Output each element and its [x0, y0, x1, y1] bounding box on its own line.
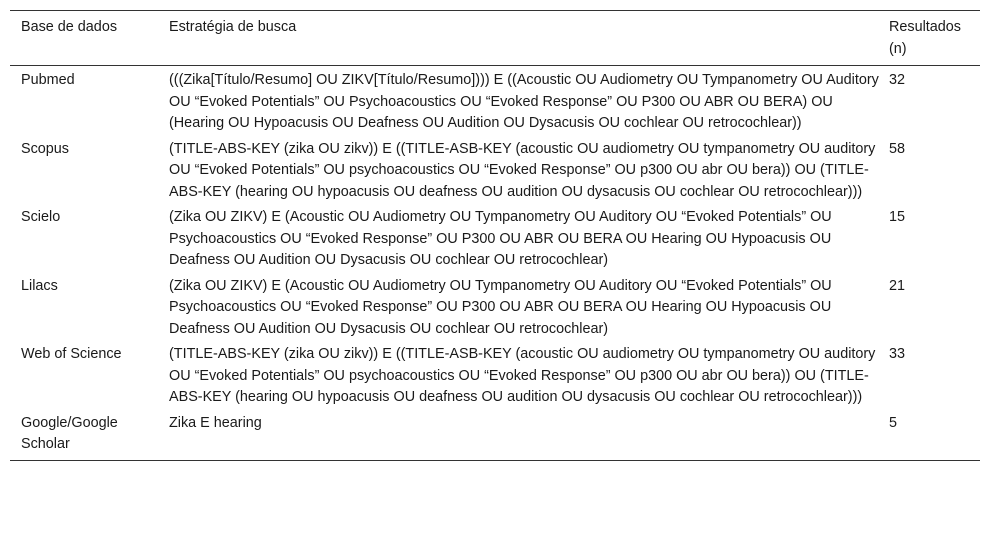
database-cell: Scopus: [21, 140, 69, 157]
table-row: [10, 272, 980, 341]
strategy-cell: (Zika OU ZIKV) E (Acoustic OU Audiometry OU Tympanometry OU Auditory OU “Evoked Potentials” OU Psychoacoustics OU “Evoked Response” OU P300 OU ABR OU BERA OU Hearing OU Hypoacusis OU Deafness OU Audition OU Dysacusis OU cochlear OU retrocochlear): [169, 277, 832, 337]
table-row: [10, 66, 980, 135]
strategy-cell: (((Zika[Título/Resumo] OU ZIKV[Título/Resumo]))) E ((Acoustic OU Audiometry OU Tympanometry OU Auditory OU “Evoked Potentials” OU Psychoacoustics OU “Evoked Response” OU P300 OU ABR OU BERA) OU (Hearing OU Hypoacusis OU Deafness OU Audition OU Dysacusis OU cochlear OU retrocochlear)): [169, 72, 879, 131]
search-strategy-table-container: [10, 10, 980, 461]
header-results: Resultados (n): [889, 19, 961, 57]
results-cell: 5: [889, 414, 898, 431]
header-database: Base de dados: [21, 19, 118, 35]
table-row: [10, 203, 980, 272]
database-cell: Lilacs: [21, 277, 58, 294]
strategy-cell: (Zika OU ZIKV) E (Acoustic OU Audiometry OU Tympanometry OU Auditory OU “Evoked Potentials” OU Psychoacoustics OU “Evoked Response” OU P300 OU ABR OU BERA OU Hearing OU Hypoacusis OU Deafness OU Audition OU Dysacusis OU cochlear OU retrocochlear): [169, 209, 832, 268]
database-cell: Web of Science: [21, 346, 122, 362]
table-row: [10, 340, 980, 409]
results-cell: 32: [889, 72, 906, 88]
table-header: [10, 11, 980, 66]
strategy-cell: (TITLE-ABS-KEY (zika OU zikv)) E ((TITLE-ASB-KEY (acoustic OU audiometry OU tympanometry OU auditory OU “Evoked Potentials” OU psychoacoustics OU “Evoked Response” OU p300 OU abr OU bera)) OU (TITLE-ABS-KEY (hearing OU hypoacusis OU deafness OU audition OU dysacusis OU cochlear OU retrocochlear))): [169, 346, 876, 405]
table-body: [10, 66, 980, 461]
results-cell: 15: [889, 209, 906, 225]
strategy-cell: Zika E hearing: [169, 414, 262, 431]
database-cell: Pubmed: [21, 72, 75, 88]
database-cell: Scielo: [21, 209, 61, 225]
strategy-cell: (TITLE-ABS-KEY (zika OU zikv)) E ((TITLE-ASB-KEY (acoustic OU audiometry OU tympanometry OU auditory OU “Evoked Potentials” OU psychoacoustics OU “Evoked Response” OU p300 OU abr OU bera)) OU (TITLE-ABS-KEY (hearing OU hypoacusis OU deafness OU audition OU dysacusis OU cochlear OU retrocochlear))): [169, 140, 876, 200]
database-cell: Google/Google Scholar: [21, 414, 118, 452]
results-cell: 58: [889, 140, 906, 157]
header-strategy: Estratégia de busca: [169, 19, 297, 35]
search-strategy-table: [10, 10, 980, 461]
results-cell: 21: [889, 277, 906, 294]
table-row: [10, 409, 980, 461]
table-row: [10, 135, 980, 204]
results-cell: 33: [889, 346, 906, 362]
header-row: [10, 11, 980, 66]
